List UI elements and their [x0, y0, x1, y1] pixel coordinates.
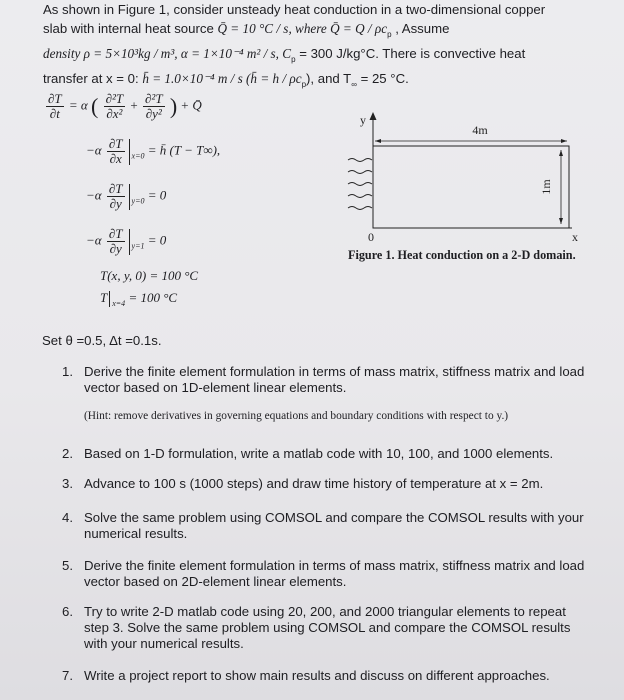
eq6-sub: x=4	[112, 299, 126, 308]
eq4-rhs: = 0	[147, 232, 167, 248]
eq1-plus: +	[130, 97, 138, 113]
intro-line-3: density ρ = 5×10³kg / m³, α = 1×10⁻⁴ m² / s, $C_p = 300$ J/kg°C. There is convective heat	[43, 46, 526, 64]
task-5-text: Derive the finite element formulation in terms of mass matrix, stiffness matrix and load vector based on 2D-element linear elements.	[84, 558, 585, 589]
ambient-temperature: = 25 °C.	[360, 71, 409, 86]
eq4-num: ∂T	[108, 226, 123, 241]
intro-line-4: transfer at x = 0: h̄ = 1.0×10⁻⁴ m / s (h̄ = h / $\rho c_p$), and $T_\infty = 25$ °C.	[43, 71, 409, 89]
eq4-sub: y=1	[131, 241, 145, 251]
eq2-sub: x=0	[131, 151, 145, 161]
eq3-den: ∂y	[109, 196, 122, 211]
governing-equation: $\frac{\partial T}{\partial t}$ = α ( $\frac{\text{∂²T}}{\text{∂x²}}$ + $\frac{\text{∂²T}}{\text{∂y²}}$ ) + Q̄	[48, 91, 202, 121]
eq3-sub: y=0	[131, 196, 145, 206]
task-hint-text: (Hint: remove derivatives in governing equations and boundary conditions with respect to y.)	[84, 410, 509, 422]
x-axis-label: x	[572, 230, 578, 244]
intro-line-3-tail: = 300 J/kg°C. There is convective heat	[299, 46, 526, 61]
heat-source-formula: Q̄ = 10 °C / s, where Q̄ = Q / ρc	[217, 21, 388, 36]
eq2-neg: −α	[86, 142, 102, 158]
settings-line: Set θ =0.5, Δt =0.1s.	[42, 333, 162, 348]
task-4-num: 4.	[62, 510, 73, 525]
eq3-rhs: = 0	[147, 187, 167, 203]
figure-caption: Figure 1. Heat conduction on a 2-D domain.	[348, 248, 576, 262]
initial-condition: T(x, y, 0) = 100 °C	[100, 268, 199, 283]
intro-line-2: slab with internal heat source Q̄ = 10 °C / s, where Q̄ = Q / $\rho c_p$ , Assume	[43, 21, 450, 39]
task-6-num: 6.	[62, 604, 73, 619]
task-4-text: Solve the same problem using COMSOL and compare the COMSOL results with your numerical results.	[84, 510, 584, 541]
eq6-b: = 100 °C	[128, 290, 178, 305]
material-properties: density ρ = 5×10³kg / m³, α = 1×10⁻⁴ m² / s, C	[43, 46, 292, 61]
task-3-num: 3.	[62, 476, 73, 491]
eq2-rhs: = h̄ (T − T∞),	[147, 142, 221, 158]
y-axis-label: y	[360, 113, 366, 127]
bc-y1-equation	[86, 227, 166, 256]
task-7-num: 7.	[62, 668, 73, 683]
eq1-mid: = α	[68, 97, 88, 113]
eq1-lhs-num: ∂T	[48, 91, 62, 106]
intro-line-2-text: slab with internal heat source	[43, 21, 214, 36]
eq3-num: ∂T	[108, 181, 123, 196]
eq1-t1-num: ∂²T	[105, 91, 124, 106]
bc-x4-equation	[100, 290, 177, 308]
intro-line-4-mid: ), and T	[306, 71, 352, 86]
task-1-text: Derive the finite element formulation in terms of mass matrix, stiffness matrix and load vector based on 1D-element linear elements.	[84, 364, 585, 395]
y-axis-arrow-icon	[370, 112, 377, 120]
eq4-neg: −α	[86, 232, 102, 248]
intro-line-1: As shown in Figure 1, consider unsteady heat conduction in a two-dimensional copper	[43, 2, 546, 17]
eq1-tail: + Q̄	[180, 97, 202, 113]
eq1-lhs-den: ∂t	[49, 106, 60, 121]
task-2-text: Based on 1-D formulation, write a matlab code with 10, 100, and 1000 elements.	[84, 446, 554, 461]
eq6-a: T	[100, 290, 108, 305]
problem-statement	[43, 0, 603, 94]
height-label: 1m	[539, 179, 553, 195]
task-2-num: 2.	[62, 446, 73, 461]
task-6-text: Try to write 2-D matlab code using 20, 200, and 2000 triangular elements to repeat step 3. Solve the same problem using COMSOL and compare the COMSOL results with your numerical results.	[84, 604, 571, 651]
task-7-text: Write a project report to show main results and discuss on different approaches.	[84, 668, 550, 683]
eq2-den: ∂x	[109, 151, 122, 166]
eq1-t1-den: ∂x²	[106, 106, 123, 121]
intro-line-2-tail: , Assume	[395, 21, 450, 36]
eq3-neg: −α	[86, 187, 102, 203]
bc-x0-equation	[86, 137, 220, 166]
task-1-num: 1.	[62, 364, 73, 379]
task-5-num: 5.	[62, 558, 73, 573]
convection-wave-icon	[348, 159, 372, 210]
eq1-t2-den: ∂y²	[145, 106, 162, 121]
bc-y0-equation	[86, 182, 166, 211]
intro-line-4-text: transfer at x = 0:	[43, 71, 139, 86]
convection-coefficient: h̄ = 1.0×10⁻⁴ m / s (h̄ = h / ρc	[142, 71, 302, 86]
eq1-t2-num: ∂²T	[145, 91, 163, 106]
eq4-den: ∂y	[109, 241, 122, 256]
task-3-text: Advance to 100 s (1000 steps) and draw time history of temperature at x = 2m.	[84, 476, 544, 491]
origin-label: 0	[368, 230, 374, 244]
width-label: 4m	[472, 123, 488, 137]
eq2-num: ∂T	[108, 136, 123, 151]
